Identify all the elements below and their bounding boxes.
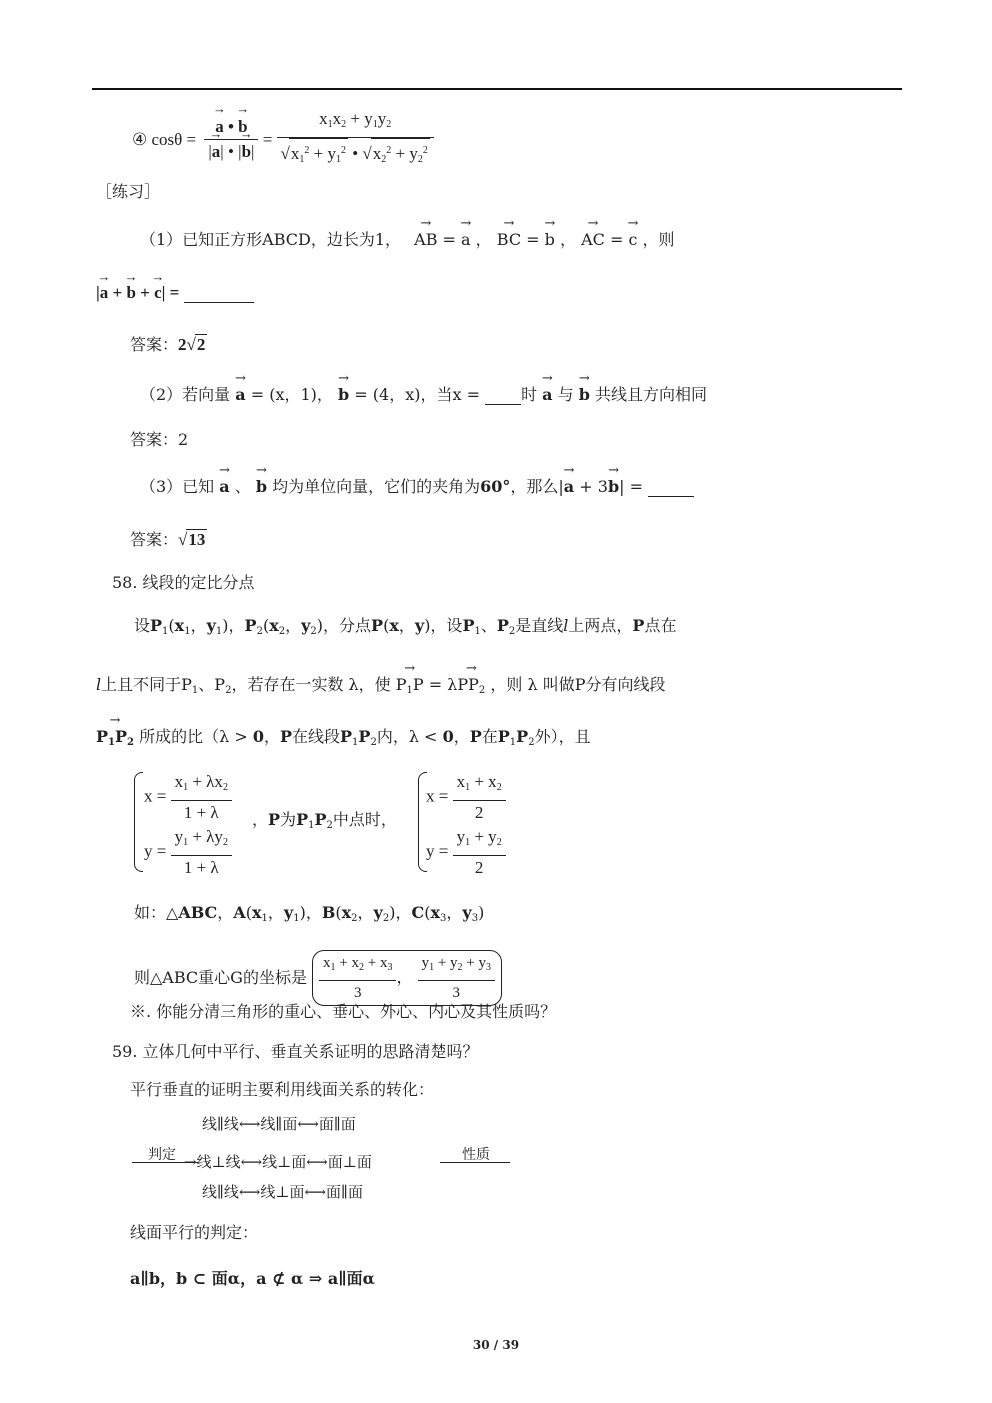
page-number: 30 / 39 — [472, 1338, 520, 1352]
header-rule — [92, 88, 902, 90]
q2-answer: 答案：2 — [130, 430, 189, 449]
q1-expression: |→ a + → b + → c| = — [96, 283, 254, 303]
midpoint-text: ，P为$P_1P_2$中点时， — [252, 810, 397, 831]
s58-paragraph-3: → $P_1P_2$ 所成的比（λ > 0，P在线段$P_1P_2$内，λ < 0，P在$P_1P_2$外），且 — [96, 727, 591, 753]
property-label: 性质 — [462, 1147, 490, 1163]
formula-y-mid: y = $\frac{y_1 + y_2}{2}$ — [426, 825, 506, 880]
s58-paragraph-1: 设$P_1(x_1$，$y_1$)，$P_2(x_2$，$y_2$)，分点P(x，y)，设$P_1$、$P_2$是直线l上两点，P点在 — [134, 616, 677, 637]
formula-x-mid: x = $\frac{x_1 + x_2}{2}$ — [426, 770, 506, 825]
q1-text: （1）已知正方形ABCD，边长为1， → AB = → a ， → BC = → b ， → AC = → c ，则 — [140, 230, 675, 250]
property-arrow-line — [440, 1162, 510, 1163]
left-brace — [134, 772, 143, 872]
cos-formula: ④ cosθ = → $\frac{a • \to b}{|\to a| • |\to b|}$ = $\frac{x_1x_2 + y_1y_2}{√x_1^2 + y_1^2 • √x_2^2 + y_2^2}$ — [132, 107, 434, 163]
plane-parallel-rule: a∥b，b ⊂ 面α，a ⊄ α ⇒ a∥面α — [130, 1269, 375, 1288]
centroid-text: 则△ABC重心G的坐标是 $\frac{x_1 + x_2 + x_3}{3}$ ， $\frac{y_1 + y_2 + y_3}{3}$ — [134, 950, 502, 1006]
s58-paragraph-2: l上且不同于$P_1$、$P_2$，若存在一实数 λ，使 → $P_1P = \lambda\to PP_2$ ，则 λ 叫做P分有向线段 — [96, 675, 665, 701]
q2-text: （2）若向量 → a = (x，1)， → b = (4，x)，当x = 时 → a 与 → b 共线且方向相同 — [140, 385, 707, 405]
q1-answer: 答案：2√2 — [130, 335, 206, 354]
triangle-example: 如：△ABC，$A(x_1$，$y_1$)，$B(x_2$，$y_2$)，$C(x_3$，$y_3$) — [134, 903, 485, 924]
note-text: ※. 你能分清三角形的重心、垂心、外心、内心及其性质吗？ — [130, 1002, 557, 1021]
relation-row-1: 线∥线⟷线∥面⟷面∥面 — [202, 1115, 356, 1133]
section-59-title: 59. 立体几何中平行、垂直关系证明的思路清楚吗？ — [112, 1042, 479, 1061]
centroid-coords: $\frac{x_1 + x_2 + x_3}{3}$ ， $\frac{y_1 + y_2 + y_3}{3}$ — [312, 950, 502, 1006]
formula-x-ratio: x = $\frac{x_1 + \lambda x_2}{1 + \lambda}$ — [144, 770, 232, 825]
q3-text: （3）已知 → a 、 → b 均为单位向量，它们的夹角为60°，那么|→ a + 3→ b| = — [140, 477, 694, 497]
judge-label: 判定 — [148, 1147, 176, 1163]
relation-row-2: →线⊥线⟷线⊥面⟷面⊥面 — [184, 1153, 372, 1171]
q3-answer: 答案：√13 — [130, 530, 206, 549]
relation-row-3: 线∥线⟷线⊥面⟷面∥面 — [202, 1183, 363, 1201]
section-58-title: 58. 线段的定比分点 — [112, 573, 255, 592]
plane-parallel-heading: 线面平行的判定： — [130, 1223, 259, 1242]
practice-heading: ［练习］ — [96, 182, 161, 201]
s59-intro: 平行垂直的证明主要利用线面关系的转化： — [130, 1080, 435, 1099]
formula-y-ratio: y = $\frac{y_1 + \lambda y_2}{1 + \lambda}$ — [144, 825, 232, 880]
